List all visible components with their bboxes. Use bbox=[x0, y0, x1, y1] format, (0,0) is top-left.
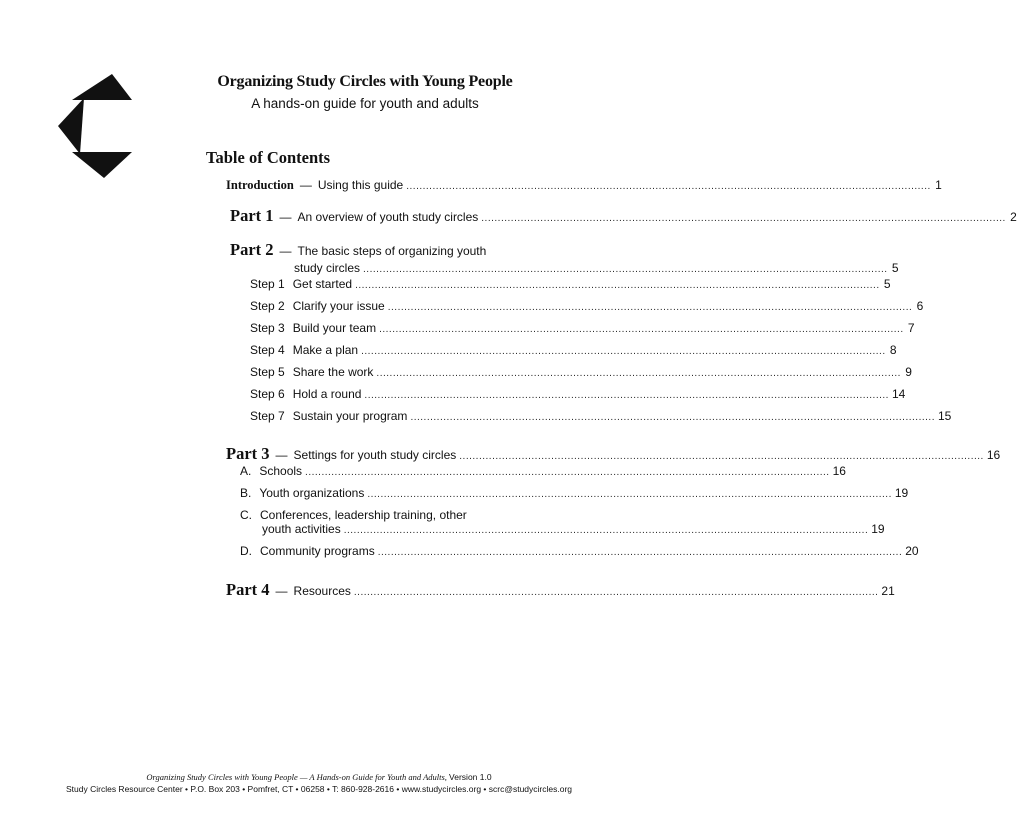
toc-page-number: 19 bbox=[894, 486, 909, 500]
toc-part-text: An overview of youth study circles bbox=[297, 210, 479, 224]
item-text: Conferences, leadership training, other bbox=[260, 508, 467, 522]
toc-step-7[interactable] bbox=[250, 409, 952, 423]
toc-part-dash: — bbox=[275, 448, 288, 462]
footer-citation-title: Organizing Study Circles with Young People — A Hands-on Guide for Youth and Adults, bbox=[146, 772, 447, 782]
toc-page-number: 9 bbox=[905, 365, 912, 379]
toc-part-dash: — bbox=[275, 584, 288, 598]
toc-leader: ................................................................................................................................................................ bbox=[481, 213, 1006, 224]
item-label: D. bbox=[240, 544, 252, 558]
step-text: Make a plan bbox=[292, 343, 359, 357]
toc-page-number: 16 bbox=[832, 464, 846, 478]
toc-entry-part-2-cont[interactable] bbox=[294, 261, 899, 275]
toc-part-text: The basic steps of organizing youth bbox=[297, 244, 487, 258]
toc-step-3[interactable] bbox=[250, 321, 915, 335]
toc-leader: ................................................................................................................................................................ bbox=[387, 302, 913, 313]
item-text: Schools bbox=[259, 464, 303, 478]
step-label: Step 1 bbox=[250, 277, 285, 291]
toc-leader: ................................................................................................................................................................ bbox=[364, 390, 889, 401]
toc-step-5[interactable] bbox=[250, 365, 912, 379]
toc-part-label: Part 1 bbox=[230, 206, 274, 225]
step-text: Get started bbox=[292, 277, 353, 291]
item-text: Community programs bbox=[260, 544, 375, 558]
toc-leader: ................................................................................................................................................................ bbox=[379, 324, 904, 335]
toc-page-number: 19 bbox=[871, 522, 885, 536]
toc-page-number: 20 bbox=[905, 544, 919, 558]
toc-page-number: 1 bbox=[935, 178, 942, 192]
toc-leader: ................................................................................................................................................................ bbox=[406, 181, 931, 192]
step-label: Step 7 bbox=[250, 409, 285, 423]
toc-page-number: 8 bbox=[889, 343, 897, 357]
step-label: Step 3 bbox=[250, 321, 285, 335]
toc-page-number: 16 bbox=[986, 448, 1001, 462]
toc-item-a[interactable] bbox=[240, 464, 846, 478]
toc-page-number: 2 bbox=[1010, 210, 1017, 224]
step-text: Build your team bbox=[292, 321, 377, 335]
toc-step-4[interactable] bbox=[250, 343, 897, 357]
toc-part-label: Part 3 bbox=[226, 444, 270, 463]
item-label: C. bbox=[240, 508, 252, 522]
toc-intro-dash: — bbox=[299, 178, 312, 192]
toc-leader: ................................................................................................................................................................ bbox=[410, 412, 935, 423]
toc-step-1[interactable] bbox=[250, 277, 891, 291]
item-text: youth activities bbox=[262, 522, 341, 536]
toc-part-dash: — bbox=[279, 210, 292, 224]
toc-entry-part-2[interactable] bbox=[230, 240, 514, 260]
toc-leader: ................................................................................................................................................................ bbox=[376, 368, 901, 379]
toc-intro-label: Introduction bbox=[226, 178, 294, 192]
toc-page-number: 6 bbox=[916, 299, 924, 313]
step-label: Step 5 bbox=[250, 365, 285, 379]
toc-item-b[interactable] bbox=[240, 486, 909, 500]
toc-entry-part-4[interactable] bbox=[226, 580, 895, 600]
step-label: Step 4 bbox=[250, 343, 285, 357]
step-text: Clarify your issue bbox=[292, 299, 385, 313]
toc-part-text: Resources bbox=[293, 584, 351, 598]
toc-leader: ................................................................................................................................................................ bbox=[363, 264, 888, 275]
toc-entry-part-1[interactable] bbox=[230, 206, 1017, 226]
step-text: Hold a round bbox=[292, 387, 362, 401]
toc-page-number: 7 bbox=[907, 321, 915, 335]
item-text: Youth organizations bbox=[259, 486, 365, 500]
toc-page-number: 21 bbox=[881, 584, 895, 598]
toc-leader: ................................................................................................................................................................ bbox=[367, 489, 892, 500]
toc-part-label: Part 4 bbox=[226, 580, 270, 599]
toc-leader: ................................................................................................................................................................ bbox=[343, 525, 869, 536]
toc-entry-introduction[interactable] bbox=[226, 178, 942, 193]
step-text: Share the work bbox=[292, 365, 374, 379]
toc-part-text: Settings for youth study circles bbox=[293, 448, 457, 462]
step-label: Step 6 bbox=[250, 387, 285, 401]
toc-page-number: 14 bbox=[891, 387, 906, 401]
step-label: Step 2 bbox=[250, 299, 285, 313]
toc-leader: ................................................................................................................................................................ bbox=[305, 467, 830, 478]
item-label: A. bbox=[240, 464, 252, 478]
footer-contact: Study Circles Resource Center • P.O. Box 203 • Pomfret, CT • 06258 • T: 860-928-2616 • www.studycircles.org • scrc@studycircles.org bbox=[66, 784, 572, 794]
toc-intro-text: Using this guide bbox=[317, 178, 404, 192]
toc-leader: ................................................................................................................................................................ bbox=[459, 451, 984, 462]
toc-part-label: Part 2 bbox=[230, 240, 274, 259]
document-subtitle: A hands-on guide for youth and adults bbox=[251, 96, 479, 111]
study-circles-logo-icon bbox=[54, 70, 146, 182]
toc-heading: Table of Contents bbox=[206, 148, 331, 167]
toc-item-c[interactable] bbox=[240, 508, 514, 522]
toc-leader: ................................................................................................................................................................ bbox=[377, 547, 903, 558]
document-title: Organizing Study Circles with Young People bbox=[217, 73, 513, 90]
toc-leader: ................................................................................................................................................................ bbox=[361, 346, 886, 357]
toc-part-text: study circles bbox=[294, 261, 361, 275]
toc-item-c-cont[interactable] bbox=[262, 522, 885, 536]
toc-item-d[interactable] bbox=[240, 544, 919, 558]
toc-entry-part-3[interactable] bbox=[226, 444, 1001, 464]
toc-leader: ................................................................................................................................................................ bbox=[355, 280, 880, 291]
toc-step-2[interactable] bbox=[250, 299, 924, 313]
toc-part-dash: — bbox=[279, 244, 292, 258]
step-text: Sustain your program bbox=[292, 409, 408, 423]
toc-leader: ................................................................................................................................................................ bbox=[353, 587, 879, 598]
toc-page-number: 5 bbox=[891, 261, 899, 275]
toc-page-number: 5 bbox=[883, 277, 891, 291]
footer-citation bbox=[0, 772, 638, 782]
item-label: B. bbox=[240, 486, 252, 500]
footer-version: Version 1.0 bbox=[449, 772, 492, 782]
toc-step-6[interactable] bbox=[250, 387, 906, 401]
toc-page-number: 15 bbox=[937, 409, 952, 423]
